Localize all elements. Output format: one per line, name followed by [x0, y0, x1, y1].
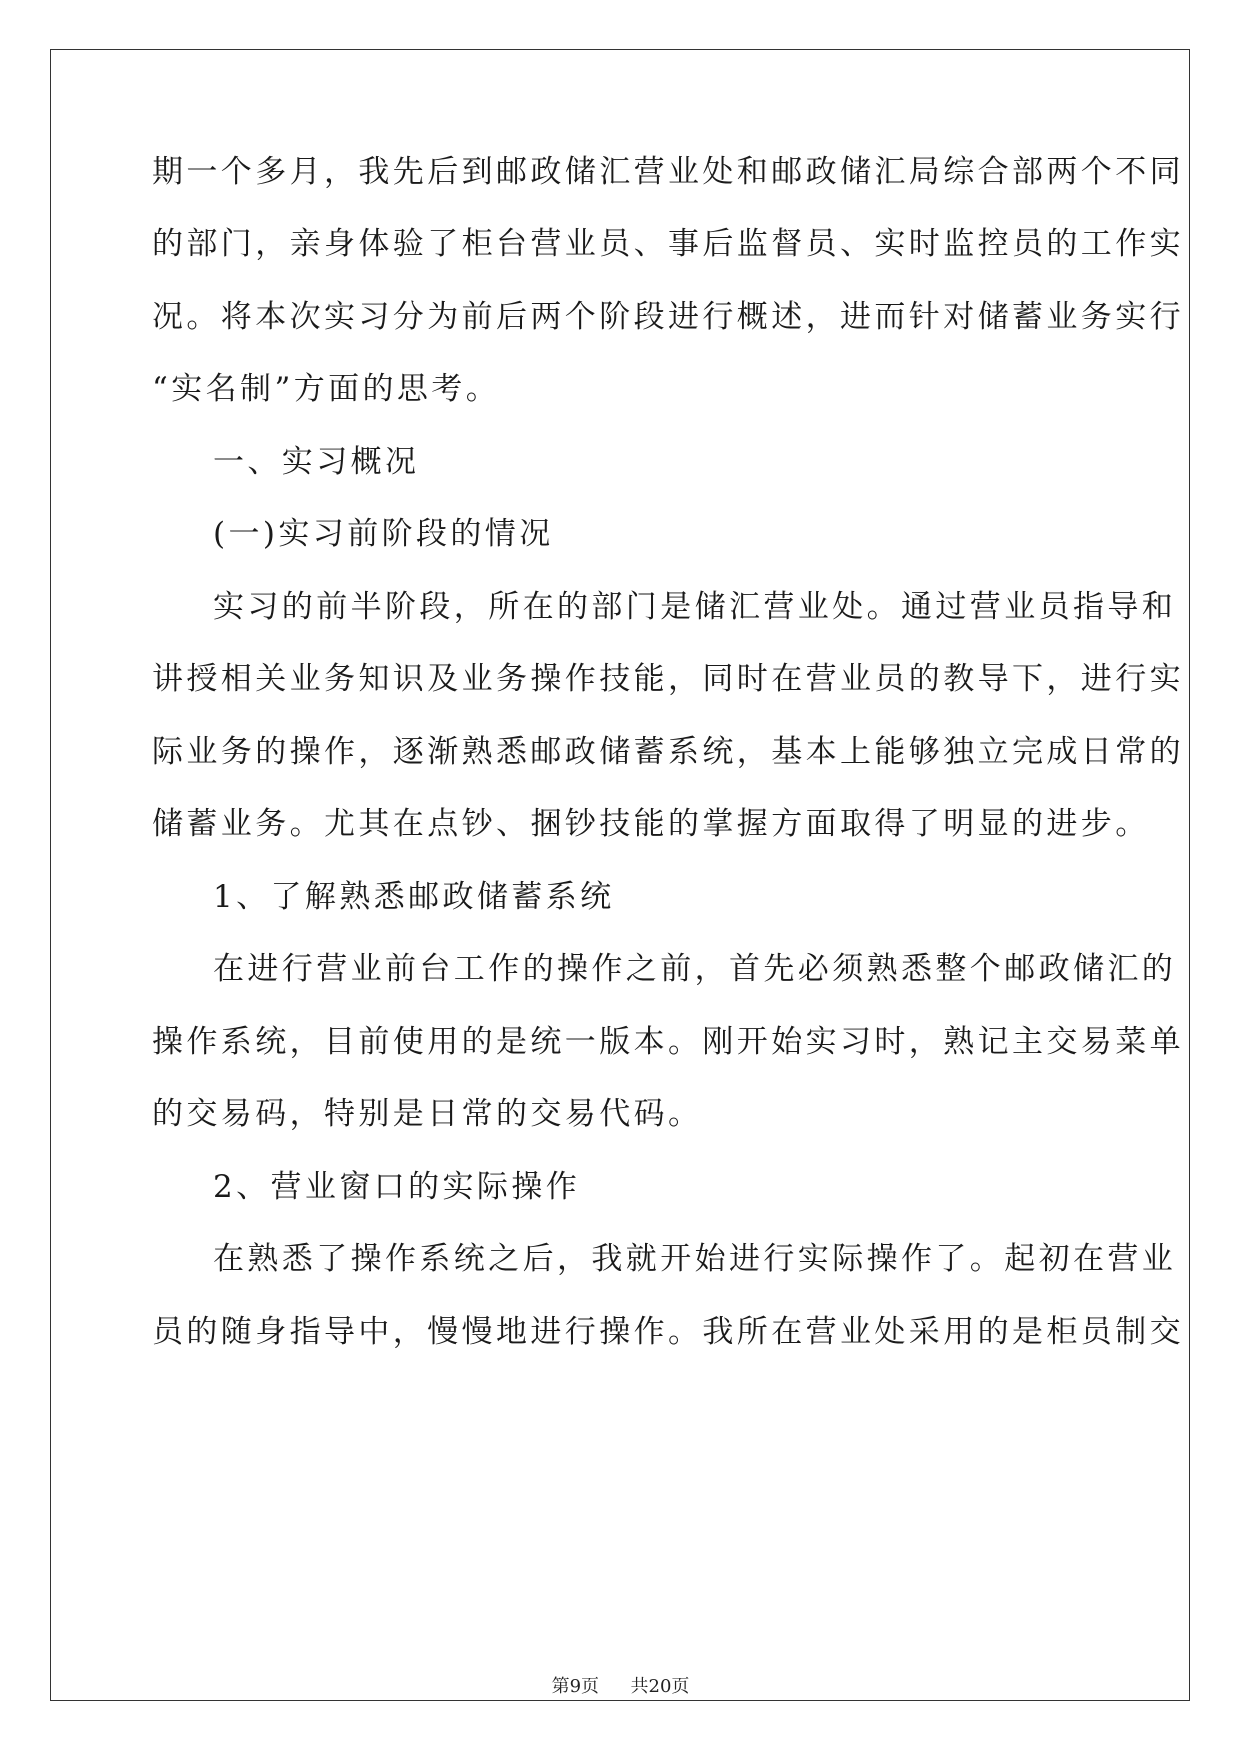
page-total: 共20页 — [630, 1676, 690, 1697]
paragraph-line: 员的随身指导中，慢慢地进行操作。我所在营业处采用的是柜员制交 — [152, 1314, 1184, 1350]
section-heading: 一、实习概况 — [213, 444, 420, 480]
paragraph-line: “实名制”方面的思考。 — [152, 371, 501, 407]
page-number: 第9页 — [551, 1676, 600, 1697]
paragraph-line: 的部门，亲身体验了柜台营业员、事后监督员、实时监控员的工作实 — [152, 226, 1184, 262]
item-heading: 2、营业窗口的实际操作 — [213, 1169, 581, 1205]
paragraph-line: 的交易码，特别是日常的交易代码。 — [152, 1096, 703, 1132]
page-footer — [0, 1672, 1241, 1698]
paragraph-line: 操作系统，目前使用的是统一版本。刚开始实习时，熟记主交易菜单 — [152, 1024, 1184, 1060]
paragraph-line: 期一个多月，我先后到邮政储汇营业处和邮政储汇局综合部两个不同 — [152, 154, 1184, 190]
subsection-heading: (一)实习前阶段的情况 — [213, 516, 554, 552]
paragraph-line: 储蓄业务。尤其在点钞、捆钞技能的掌握方面取得了明显的进步。 — [152, 806, 1150, 842]
paragraph-line: 况。将本次实习分为前后两个阶段进行概述，进而针对储蓄业务实行 — [152, 299, 1184, 335]
paragraph-line: 实习的前半阶段，所在的部门是储汇营业处。通过营业员指导和 — [213, 589, 1177, 625]
paragraph-line: 际业务的操作，逐渐熟悉邮政储蓄系统，基本上能够独立完成日常的 — [152, 734, 1184, 770]
paragraph-line: 讲授相关业务知识及业务操作技能，同时在营业员的教导下，进行实 — [152, 661, 1184, 697]
paragraph-line: 在进行营业前台工作的操作之前，首先必须熟悉整个邮政储汇的 — [213, 951, 1177, 987]
paragraph-line: 在熟悉了操作系统之后，我就开始进行实际操作了。起初在营业 — [213, 1241, 1177, 1277]
item-heading: 1、了解熟悉邮政储蓄系统 — [213, 879, 615, 915]
